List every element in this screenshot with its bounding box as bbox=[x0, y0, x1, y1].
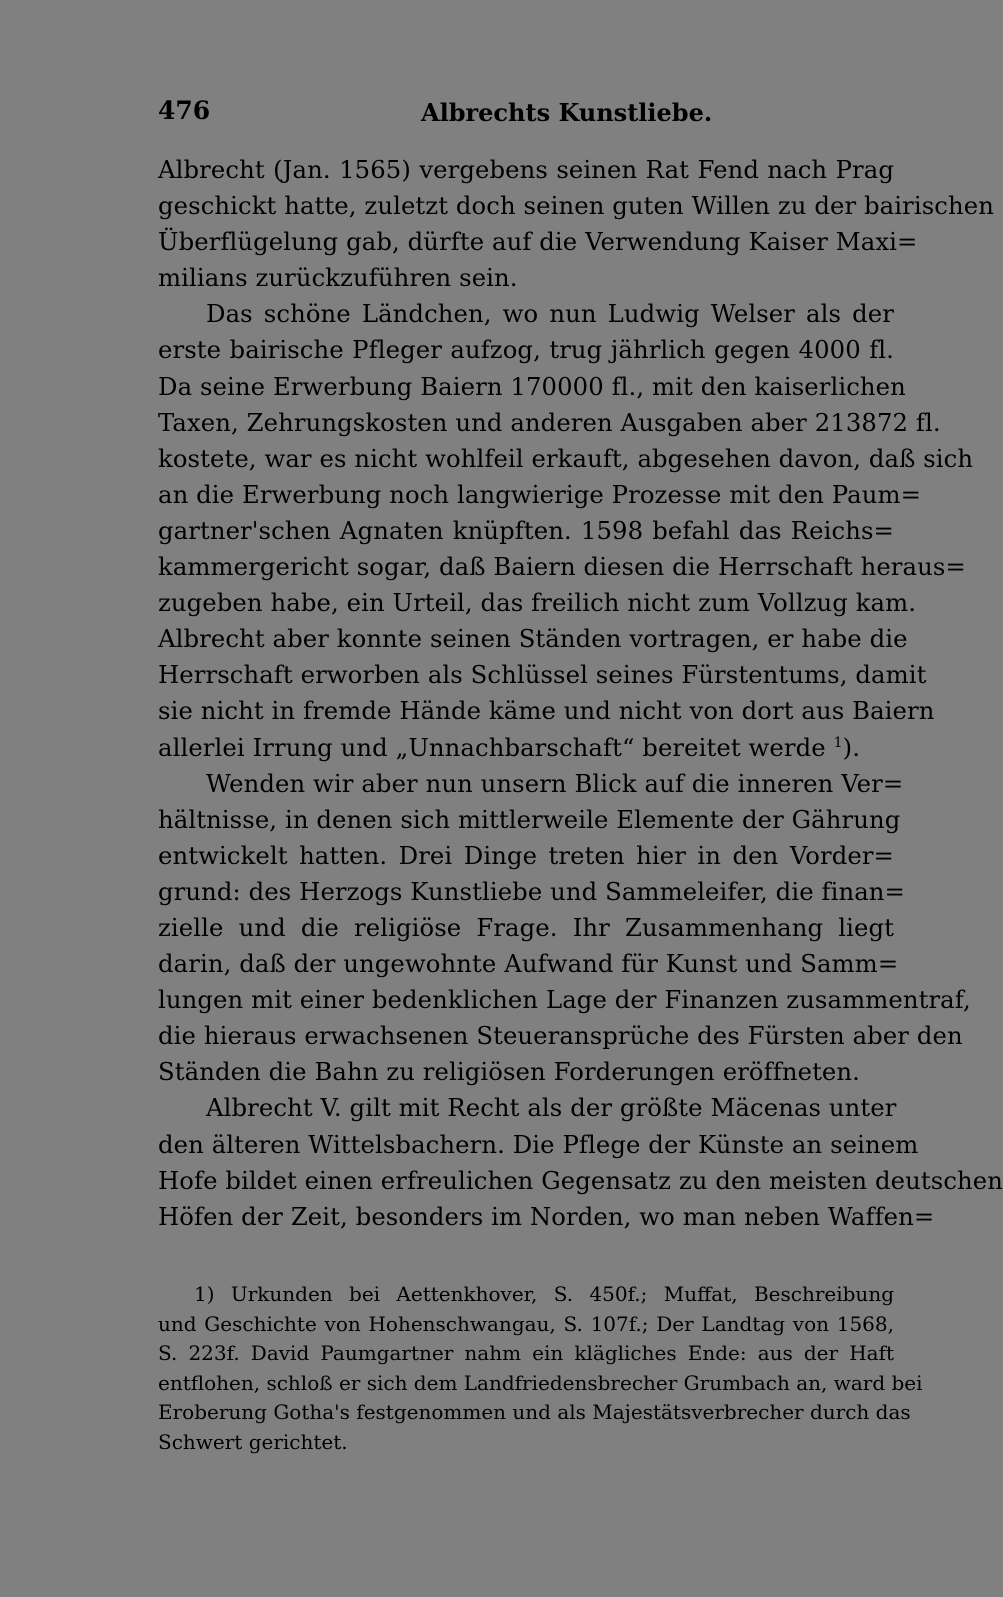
line-text: kammergericht sogar, daß Baiern diesen die Herrschaft heraus= bbox=[158, 552, 966, 582]
text-line bbox=[158, 441, 974, 477]
line-text: die hieraus erwachsenen Steueransprüche des Fürsten aber den bbox=[158, 1021, 963, 1051]
text-line bbox=[158, 405, 941, 441]
footnotes bbox=[158, 1280, 923, 1457]
text-line bbox=[158, 296, 894, 332]
running-title: Albrechts Kunstliebe. bbox=[421, 98, 713, 127]
footnote-line: Eroberung Gotha's festgenommen und als Majestätsverbrecher durch das bbox=[158, 1400, 911, 1424]
line-text: den älteren Wittelsbachern. Die Pflege der Künste an seinem bbox=[158, 1129, 919, 1159]
line-text: milians zurückzuführen sein. bbox=[158, 263, 518, 293]
footnote-line: Schwert gerichtet. bbox=[158, 1429, 348, 1454]
text-line bbox=[158, 874, 906, 910]
footnote-line: S. 223f. David Paumgartner nahm ein klägliches Ende: aus der Haft bbox=[158, 1341, 894, 1365]
line-text: Herrschaft erworben als Schlüssel seines Fürstentums, damit bbox=[158, 660, 927, 690]
text-line bbox=[158, 693, 935, 729]
text-line bbox=[158, 982, 971, 1018]
page-number: 476 bbox=[158, 96, 211, 125]
text-line bbox=[158, 802, 901, 838]
text-line bbox=[158, 621, 908, 657]
line-text: Albrecht (Jan. 1565) vergebens seinen Rat Fend nach Prag bbox=[158, 155, 894, 184]
line-text: lungen mit einer bedenklichen Lage der Finanzen zusammentraf, bbox=[158, 985, 971, 1015]
text-line bbox=[158, 910, 894, 946]
text-line bbox=[158, 152, 894, 188]
line-text: Das schöne Ländchen, wo nun Ludwig Welser als der bbox=[206, 299, 894, 329]
line-text: zugeben habe, ein Urteil, das freilich nicht zum Vollzug kam. bbox=[158, 588, 917, 618]
footnote-line: 1) Urkunden bei Aettenkhover, S. 450f.; Muffat, Beschreibung bbox=[194, 1282, 894, 1306]
text-line bbox=[158, 1199, 935, 1235]
line-text: Ständen die Bahn zu religiösen Forderungen eröffneten. bbox=[158, 1057, 860, 1087]
line-text: gartner'schen Agnaten knüpften. 1598 befahl das Reichs= bbox=[158, 515, 894, 545]
text-line bbox=[158, 369, 906, 405]
line-text: Taxen, Zehrungskosten und anderen Ausgaben aber 213872 fl. bbox=[158, 407, 941, 437]
line-text: sie nicht in fremde Hände käme und nicht von dort aus Baiern bbox=[158, 696, 935, 726]
line-text: allerlei Irrung und „Unnachbarschaft“ bereitet werde bbox=[158, 732, 826, 762]
text-line bbox=[158, 838, 894, 874]
line-text: Da seine Erwerbung Baiern 170000 fl., mit den kaiserlichen bbox=[158, 371, 906, 401]
text-line bbox=[158, 188, 994, 224]
text-line bbox=[158, 513, 894, 549]
text-line bbox=[158, 1054, 894, 1090]
line-text: zielle und die religiöse Frage. Ihr Zusammenhang liegt bbox=[158, 912, 894, 942]
text-line bbox=[158, 730, 894, 766]
line-text: Wenden wir aber nun unsern Blick auf die inneren Ver= bbox=[206, 768, 904, 798]
line-text: Hofe bildet einen erfreulichen Gegensatz zu den meisten deutschen bbox=[158, 1165, 1003, 1195]
line-text-tail: ). bbox=[842, 732, 861, 762]
line-text: an die Erwerbung noch langwierige Prozesse mit den Paum= bbox=[158, 479, 922, 509]
footnote-marker[interactable]: 1 bbox=[833, 734, 843, 751]
line-text: hältnisse, in denen sich mittlerweile Elemente der Gährung bbox=[158, 804, 901, 834]
line-text: entwickelt hatten. Drei Dinge treten hier in den Vorder= bbox=[158, 840, 894, 870]
footnote-line: entflohen, schloß er sich dem Landfriedensbrecher Grumbach an, ward bei bbox=[158, 1370, 923, 1395]
line-text: geschickt hatte, zuletzt doch seinen guten Willen zu der bairischen bbox=[158, 191, 994, 221]
line-text: grund: des Herzogs Kunstliebe und Sammeleifer, die finan= bbox=[158, 876, 906, 906]
text-line bbox=[158, 585, 917, 621]
line-text: darin, daß der ungewohnte Aufwand für Kunst und Samm= bbox=[158, 949, 899, 979]
line-text: Albrecht aber konnte seinen Ständen vortragen, er habe die bbox=[158, 624, 908, 654]
line-text: Höfen der Zeit, besonders im Norden, wo man neben Waffen= bbox=[158, 1201, 935, 1231]
text-line bbox=[158, 1127, 919, 1163]
page-header bbox=[158, 96, 894, 132]
line-text: erste bairische Pfleger aufzog, trug jährlich gegen 4000 fl. bbox=[158, 335, 894, 365]
text-line bbox=[158, 477, 922, 513]
text-line bbox=[158, 224, 918, 260]
body-text bbox=[158, 152, 1003, 1235]
text-line bbox=[158, 946, 899, 982]
text-line bbox=[158, 1018, 963, 1054]
text-line bbox=[158, 766, 904, 802]
line-text: Albrecht V. gilt mit Recht als der größte Mäcenas unter bbox=[206, 1093, 897, 1123]
text-line bbox=[158, 657, 927, 693]
line-text: Überflügelung gab, dürfte auf die Verwendung Kaiser Maxi= bbox=[158, 227, 918, 257]
text-line bbox=[158, 260, 894, 296]
text-line bbox=[158, 1090, 897, 1126]
text-line bbox=[158, 549, 966, 585]
text-line bbox=[158, 332, 894, 368]
line-text: kostete, war es nicht wohlfeil erkauft, abgesehen davon, daß sich bbox=[158, 443, 974, 473]
footnote-line: und Geschichte von Hohenschwangau, S. 107f.; Der Landtag von 1568, bbox=[158, 1311, 894, 1336]
text-line bbox=[158, 1163, 1003, 1199]
